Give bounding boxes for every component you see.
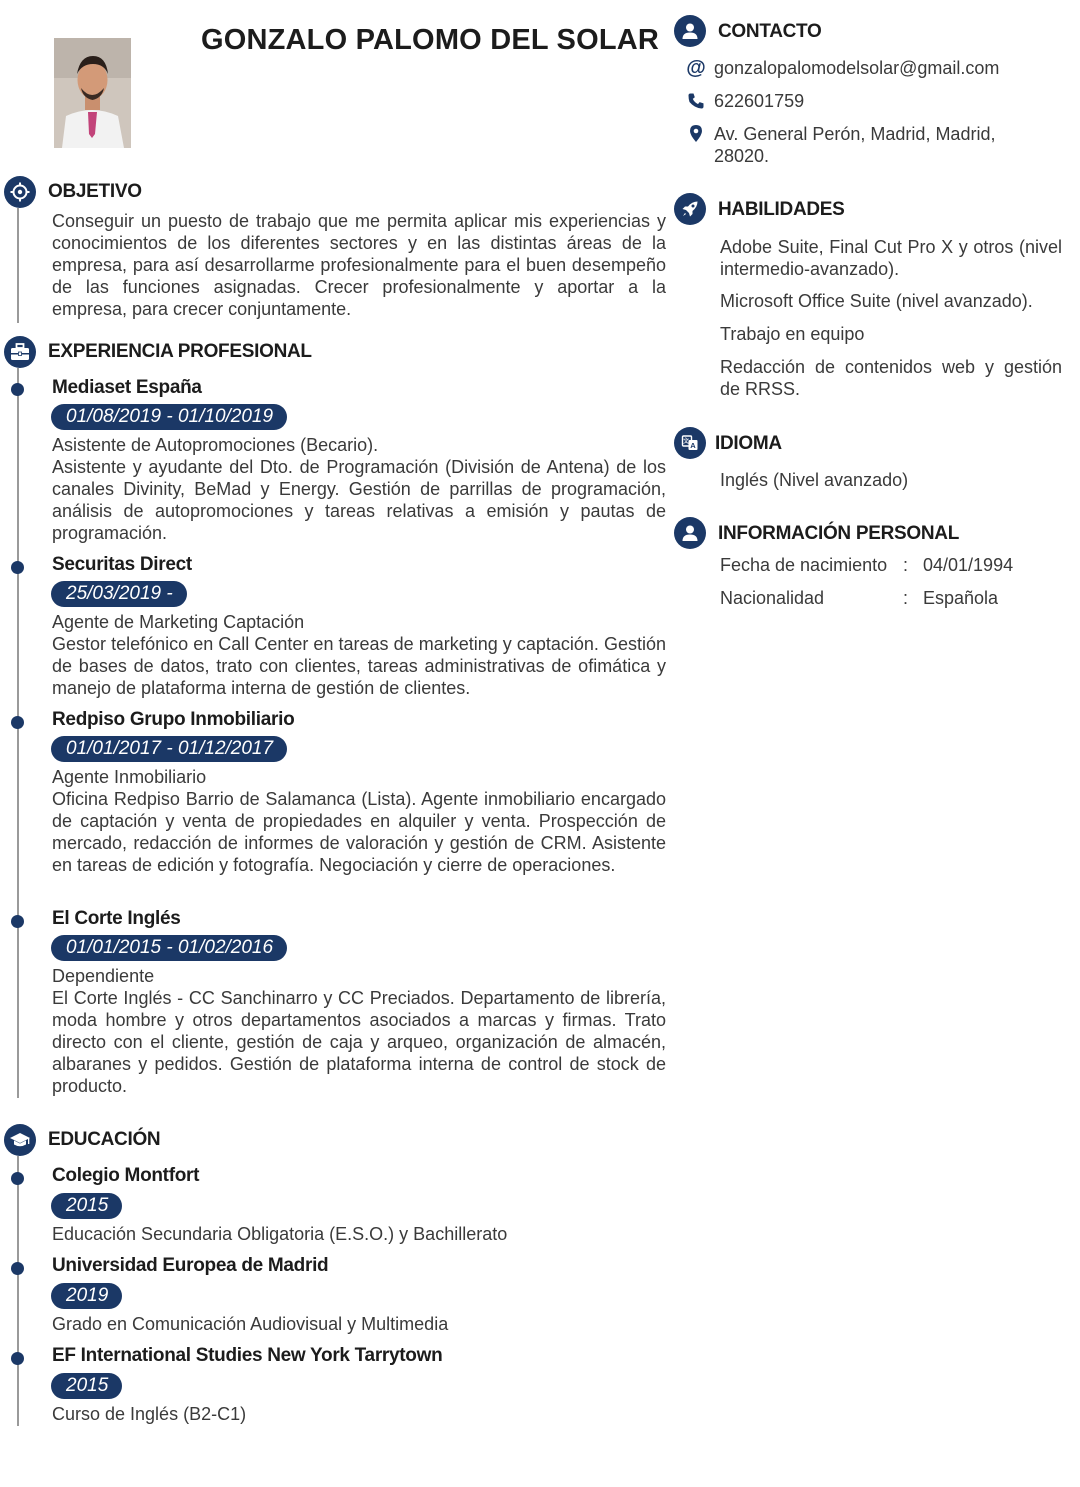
birth-date-separator: : — [903, 555, 909, 575]
contact-address: Av. General Perón, Madrid, Madrid, 28020. — [714, 124, 996, 166]
education-school: Colegio Montfort — [52, 1165, 200, 1186]
birth-date-label: Fecha de nacimiento — [720, 555, 888, 575]
education-year: 2019 — [51, 1283, 122, 1309]
education-school: EF International Studies New York Tarrytown — [52, 1345, 443, 1366]
objective-heading: OBJETIVO — [48, 181, 142, 202]
target-icon — [4, 176, 36, 208]
translate-icon — [674, 427, 706, 459]
job-role: Dependiente — [52, 966, 155, 986]
education-degree: Educación Secundaria Obligatoria (E.S.O.) y Bachillerato — [52, 1224, 508, 1244]
objective-timeline — [17, 208, 19, 323]
birth-date-value: 04/01/1994 — [923, 555, 1014, 575]
timeline-dot — [11, 716, 24, 729]
education-timeline — [17, 1156, 19, 1426]
svg-text:文: 文 — [682, 439, 690, 445]
user-icon — [674, 15, 706, 47]
job-description: Gestor telefónico en Call Center en tareas de marketing y captación. Gestión de bases de datos, trato con clientes, tareas administrativas de ofimática y manejo de plataforma interna de gestión de clientes. — [52, 634, 666, 698]
graduation-cap-icon — [4, 1124, 36, 1156]
location-pin-icon — [684, 121, 708, 145]
personal-info-heading: INFORMACIÓN PERSONAL — [718, 523, 960, 544]
contact-email[interactable]: gonzalopalomodelsolar@gmail.com — [714, 58, 1000, 78]
experience-heading: EXPERIENCIA PROFESIONAL — [48, 341, 312, 362]
job-dates: 25/03/2019 - — [51, 581, 187, 607]
at-sign-icon: @ — [686, 57, 706, 79]
job-company: Securitas Direct — [52, 554, 192, 575]
job-description: Oficina Redpiso Barrio de Salamanca (Lista). Agente inmobiliario encargado de captación y venta de propiedades en alquiler y venta. Prospección de mercado, redacción de informes de valoración y gestión de CRM. Asistente en tareas de edición y fotografía. Negociación y cierre de operaciones. — [52, 789, 666, 875]
skill-item: Trabajo en equipo — [720, 324, 865, 344]
job-role: Agente de Marketing Captación — [52, 612, 305, 632]
timeline-dot — [11, 1262, 24, 1275]
timeline-dot — [11, 1352, 24, 1365]
skills-heading: HABILIDADES — [718, 199, 845, 220]
job-description: El Corte Inglés - CC Sanchinarro y CC Preciados. Departamento de librería, moda hombre y otros departamentos asociados a marcas y firmas. Trato directo con el cliente, gestión de caja y arqueo, organización de almacén, albaranes y pedidos. Gestión de plataforma interna de control de stock de producto. — [52, 988, 666, 1096]
education-degree: Curso de Inglés (B2-C1) — [52, 1404, 247, 1424]
svg-text:A: A — [690, 441, 696, 451]
contact-phone[interactable]: 622601759 — [714, 91, 805, 111]
job-dates: 01/01/2015 - 01/02/2016 — [51, 935, 287, 961]
skill-item: Redacción de contenidos web y gestión de RRSS. — [720, 357, 1062, 399]
job-dates: 01/01/2017 - 01/12/2017 — [51, 736, 287, 762]
timeline-dot — [11, 1172, 24, 1185]
job-company: Redpiso Grupo Inmobiliario — [52, 709, 295, 730]
education-heading: EDUCACIÓN — [48, 1129, 161, 1150]
nationality-separator: : — [903, 588, 909, 608]
education-year: 2015 — [51, 1193, 122, 1219]
nationality-value: Española — [923, 588, 999, 608]
timeline-dot — [11, 561, 24, 574]
job-company: El Corte Inglés — [52, 908, 181, 929]
profile-photo — [54, 38, 131, 148]
objective-text: Conseguir un puesto de trabajo que me permita aplicar mis experiencias y conocimientos de los diferentes sectores y en las distintas áreas de la empresa, para así desarrollarme profesionalmente para el buen desempeño de las funciones asignadas. Crecer profesionalmente y aportar a la empresa, para crecer conjuntamente. — [52, 211, 666, 319]
job-role: Asistente de Autopromociones (Becario). — [52, 435, 379, 455]
job-role: Agente Inmobiliario — [52, 767, 207, 787]
education-degree: Grado en Comunicación Audiovisual y Multimedia — [52, 1314, 449, 1334]
education-school: Universidad Europea de Madrid — [52, 1255, 329, 1276]
rocket-icon — [674, 193, 706, 225]
contact-heading: CONTACTO — [718, 21, 822, 42]
timeline-dot — [11, 383, 24, 396]
person-icon — [674, 517, 706, 549]
candidate-name: GONZALO PALOMO DEL SOLAR — [200, 24, 660, 56]
skill-item: Microsoft Office Suite (nivel avanzado). — [720, 291, 1033, 311]
briefcase-icon — [4, 336, 36, 368]
timeline-dot — [11, 915, 24, 928]
nationality-label: Nacionalidad — [720, 588, 825, 608]
language-item: Inglés (Nivel avanzado) — [720, 470, 909, 490]
skill-item: Adobe Suite, Final Cut Pro X y otros (nivel intermedio-avanzado). — [720, 237, 1062, 279]
job-company: Mediaset España — [52, 377, 202, 398]
languages-heading: IDIOMA — [715, 433, 782, 454]
job-description: Asistente y ayudante del Dto. de Programación (División de Antena) de los canales Divinity, BeMad y Energy. Gestión de parrillas de programación, análisis de autopromociones y tareas relativas a emisión y pautas de programación. — [52, 457, 666, 543]
phone-icon — [684, 89, 708, 113]
experience-timeline — [17, 368, 19, 1098]
job-dates: 01/08/2019 - 01/10/2019 — [51, 404, 287, 430]
education-year: 2015 — [51, 1373, 122, 1399]
